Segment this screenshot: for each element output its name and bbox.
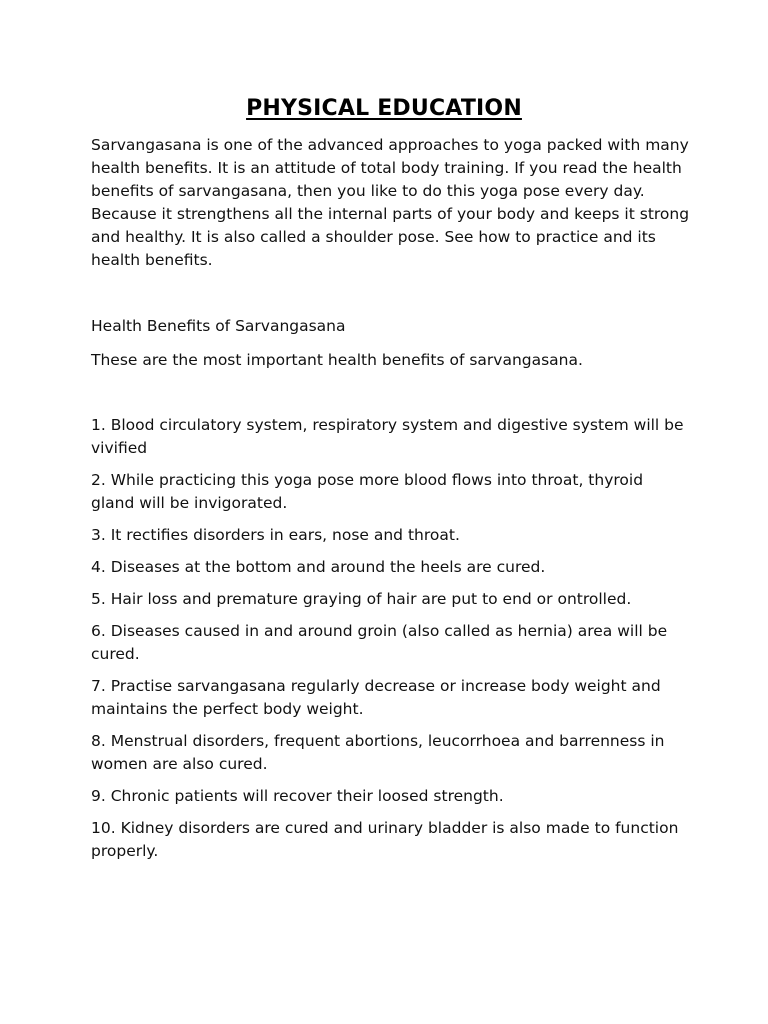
benefit-item: 4. Diseases at the bottom and around the heels are cured.	[91, 558, 546, 576]
intro-paragraph: Sarvangasana is one of the advanced approaches to yoga packed with many health benefits. It is an attitude of total body training. If you read the health benefits of sarvangasana, then you like to do this yoga pose every day. Because it strengthens all the internal parts of your body and keeps it strong and healthy. It is also called a shoulder pose. See how to practice and its health benefits.	[91, 136, 690, 269]
section-lead: These are the most important health benefits of sarvangasana.	[91, 351, 583, 369]
benefit-item: 7. Practise sarvangasana regularly decrease or increase body weight and maintains the perfect body weight.	[91, 677, 661, 718]
benefit-item: 6. Diseases caused in and around groin (also called as hernia) area will be cured.	[91, 622, 668, 663]
benefit-item: 5. Hair loss and premature graying of hair are put to end or ontrolled.	[91, 590, 632, 608]
benefit-item: 3. It rectifies disorders in ears, nose and throat.	[91, 526, 460, 544]
document-title: PHYSICAL EDUCATION	[246, 96, 522, 121]
benefit-item: 8. Menstrual disorders, frequent abortions, leucorrhoea and barrenness in women are also cured.	[91, 732, 665, 773]
benefit-item: 2. While practicing this yoga pose more blood flows into throat, thyroid gland will be invigorated.	[91, 471, 644, 512]
benefit-item: 1. Blood circulatory system, respiratory system and digestive system will be vivified	[91, 416, 684, 457]
section-heading: Health Benefits of Sarvangasana	[91, 317, 346, 335]
benefit-item: 9. Chronic patients will recover their loosed strength.	[91, 787, 504, 805]
document-body	[91, 134, 691, 872]
benefits-list	[91, 414, 691, 863]
benefit-item: 10. Kidney disorders are cured and urinary bladder is also made to function properly.	[91, 819, 679, 860]
